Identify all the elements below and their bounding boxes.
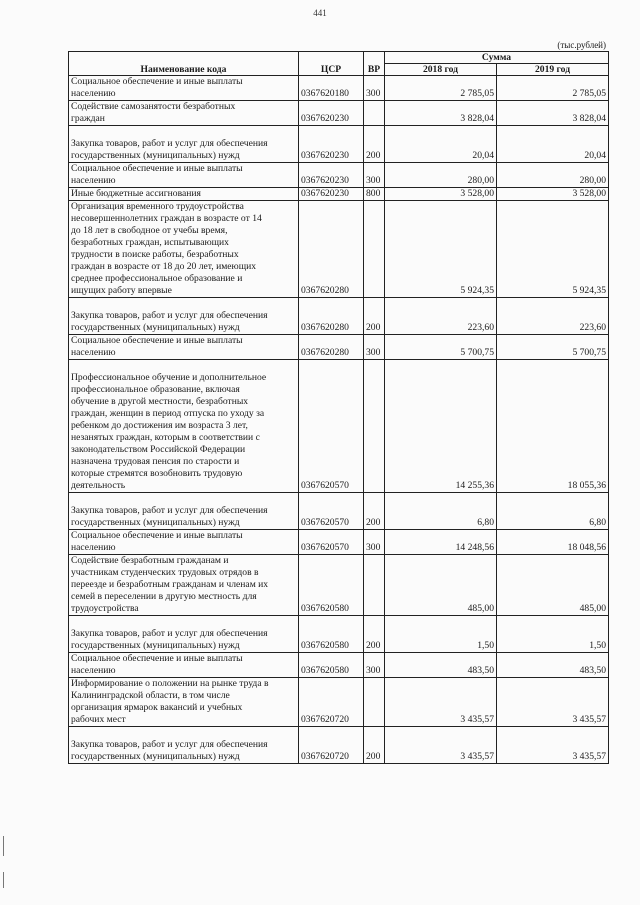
page-number: 441 bbox=[313, 8, 327, 18]
row-code: 0367620280 bbox=[299, 201, 364, 298]
row-name-line: Содействие безработным гражданам и bbox=[71, 555, 229, 566]
table-body bbox=[69, 76, 609, 764]
row-name-line: незанятых граждан, которым в соответствии с bbox=[71, 432, 260, 443]
row-name-line: ищущих работу впервые bbox=[71, 285, 172, 296]
row-sum-2019: 1,50 bbox=[497, 616, 609, 653]
row-name-line: Социальное обеспечение и иные выплаты bbox=[71, 653, 243, 664]
row-name-line bbox=[71, 360, 296, 372]
row-name-line: трудности в поиске работы, безработных bbox=[71, 249, 239, 260]
row-sum-2019: 18 048,56 bbox=[497, 530, 609, 555]
row-name-line: трудоустройства bbox=[71, 603, 139, 614]
row-vr bbox=[364, 555, 385, 616]
row-name bbox=[69, 653, 299, 678]
header-vr: ВР bbox=[364, 52, 385, 76]
row-code: 0367620570 bbox=[299, 493, 364, 530]
table-row bbox=[69, 201, 609, 298]
row-name bbox=[69, 678, 299, 727]
row-sum-2018: 5 700,75 bbox=[385, 335, 497, 360]
row-code: 0367620580 bbox=[299, 616, 364, 653]
row-vr bbox=[364, 678, 385, 727]
row-code: 0367620230 bbox=[299, 163, 364, 188]
row-vr: 200 bbox=[364, 126, 385, 163]
row-name-line: государственных (муниципальных) нужд bbox=[71, 751, 240, 762]
row-name-line: назначена трудовая пенсия по старости и bbox=[71, 456, 240, 467]
row-sum-2019: 20,04 bbox=[497, 126, 609, 163]
row-name-line bbox=[71, 126, 296, 138]
table-row bbox=[69, 101, 609, 126]
row-sum-2018: 3 435,57 bbox=[385, 727, 497, 764]
row-sum-2019: 2 785,05 bbox=[497, 76, 609, 101]
row-name-line: ребенком до достижения им возраста 3 лет, bbox=[71, 420, 248, 431]
row-name-line: безработных граждан, испытывающих bbox=[71, 237, 229, 248]
row-sum-2018: 485,00 bbox=[385, 555, 497, 616]
row-name-line: Закупка товаров, работ и услуг для обеспечения bbox=[71, 138, 268, 149]
row-code: 0367620580 bbox=[299, 653, 364, 678]
row-name bbox=[69, 727, 299, 764]
row-sum-2019: 3 528,00 bbox=[497, 188, 609, 201]
row-name-line bbox=[71, 493, 296, 505]
table-row bbox=[69, 298, 609, 335]
row-vr bbox=[364, 201, 385, 298]
row-name-line: обучение в другой местности, безработных bbox=[71, 396, 249, 407]
row-name-line: Социальное обеспечение и иные выплаты bbox=[71, 163, 243, 174]
margin-mark bbox=[3, 836, 4, 856]
row-code: 0367620580 bbox=[299, 555, 364, 616]
row-sum-2018: 483,50 bbox=[385, 653, 497, 678]
budget-table bbox=[68, 51, 609, 764]
table-row bbox=[69, 555, 609, 616]
header-name: Наименование кода bbox=[69, 52, 299, 76]
row-code: 0367620230 bbox=[299, 101, 364, 126]
row-vr: 200 bbox=[364, 727, 385, 764]
table-row bbox=[69, 360, 609, 493]
row-sum-2019: 485,00 bbox=[497, 555, 609, 616]
row-sum-2019: 3 828,04 bbox=[497, 101, 609, 126]
row-sum-2018: 5 924,35 bbox=[385, 201, 497, 298]
row-sum-2018: 3 828,04 bbox=[385, 101, 497, 126]
row-name-line: организация ярмарок вакансий и учебных bbox=[71, 702, 243, 713]
margin-mark bbox=[3, 872, 4, 888]
row-name-line bbox=[71, 727, 296, 739]
row-name-line: Калининградской области, в том числе bbox=[71, 690, 230, 701]
header-sum: Сумма bbox=[385, 52, 609, 64]
row-sum-2019: 6,80 bbox=[497, 493, 609, 530]
row-sum-2019: 3 435,57 bbox=[497, 678, 609, 727]
row-code: 0367620280 bbox=[299, 298, 364, 335]
header-year-2018: 2018 год bbox=[385, 64, 497, 76]
row-name-line: среднее профессиональное образование и bbox=[71, 273, 243, 284]
row-name bbox=[69, 555, 299, 616]
table-row bbox=[69, 335, 609, 360]
row-sum-2018: 20,04 bbox=[385, 126, 497, 163]
row-sum-2018: 3 435,57 bbox=[385, 678, 497, 727]
row-name-line: участникам студенческих трудовых отрядов в bbox=[71, 567, 259, 578]
row-name-line: населению bbox=[71, 347, 116, 358]
row-name-line: населению bbox=[71, 175, 116, 186]
row-code: 0367620720 bbox=[299, 678, 364, 727]
row-sum-2019: 223,60 bbox=[497, 298, 609, 335]
row-name-line: законодательством Российской Федерации bbox=[71, 444, 246, 455]
row-name-line: населению bbox=[71, 665, 116, 676]
row-vr: 200 bbox=[364, 493, 385, 530]
row-sum-2019: 18 055,36 bbox=[497, 360, 609, 493]
row-name-line: граждан bbox=[71, 113, 105, 124]
row-name-line: населению bbox=[71, 88, 116, 99]
row-name-line: Социальное обеспечение и иные выплаты bbox=[71, 335, 243, 346]
row-sum-2018: 14 248,56 bbox=[385, 530, 497, 555]
table-row bbox=[69, 727, 609, 764]
row-sum-2018: 223,60 bbox=[385, 298, 497, 335]
row-vr: 300 bbox=[364, 163, 385, 188]
row-code: 0367620230 bbox=[299, 126, 364, 163]
row-name-line: Организация временного трудоустройства bbox=[71, 201, 244, 212]
row-sum-2018: 280,00 bbox=[385, 163, 497, 188]
row-name-line: государственных (муниципальных) нужд bbox=[71, 322, 240, 333]
table-row bbox=[69, 678, 609, 727]
row-name-line: несовершеннолетних граждан в возрасте от 14 bbox=[71, 213, 262, 224]
row-name-line: Профессиональное обучение и дополнительное bbox=[71, 372, 267, 383]
row-name-line: переезде и безработным гражданам и членам их bbox=[71, 579, 269, 590]
table-row bbox=[69, 188, 609, 201]
header-year-2019: 2019 год bbox=[497, 64, 609, 76]
row-vr: 200 bbox=[364, 616, 385, 653]
row-name-line: граждан, женщин в период отпуска по уходу за bbox=[71, 408, 265, 419]
row-code: 0367620180 bbox=[299, 76, 364, 101]
row-name bbox=[69, 126, 299, 163]
row-vr bbox=[364, 101, 385, 126]
header-code: ЦСР bbox=[299, 52, 364, 76]
row-vr: 300 bbox=[364, 653, 385, 678]
row-sum-2018: 6,80 bbox=[385, 493, 497, 530]
row-vr: 800 bbox=[364, 188, 385, 201]
row-name bbox=[69, 163, 299, 188]
row-name-line: Социальное обеспечение и иные выплаты bbox=[71, 76, 243, 87]
row-vr: 200 bbox=[364, 298, 385, 335]
row-sum-2019: 5 924,35 bbox=[497, 201, 609, 298]
table-header bbox=[69, 52, 609, 76]
units-label: (тыс.рублей) bbox=[557, 40, 606, 50]
row-name-line: Содействие самозанятости безработных bbox=[71, 101, 236, 112]
row-sum-2019: 483,50 bbox=[497, 653, 609, 678]
row-name bbox=[69, 616, 299, 653]
row-sum-2018: 2 785,05 bbox=[385, 76, 497, 101]
row-code: 0367620720 bbox=[299, 727, 364, 764]
table-row bbox=[69, 653, 609, 678]
row-code: 0367620280 bbox=[299, 335, 364, 360]
row-name-line: населению bbox=[71, 542, 116, 553]
row-name-line: профессиональное образование, включая bbox=[71, 384, 240, 395]
row-name bbox=[69, 360, 299, 493]
row-name-line: Информирование о положении на рынке труда в bbox=[71, 678, 269, 689]
row-name-line: Закупка товаров, работ и услуг для обеспечения bbox=[71, 739, 268, 750]
table-row bbox=[69, 163, 609, 188]
row-name bbox=[69, 101, 299, 126]
row-name-line: государственных (муниципальных) нужд bbox=[71, 517, 240, 528]
row-code: 0367620230 bbox=[299, 188, 364, 201]
row-vr: 300 bbox=[364, 76, 385, 101]
row-name-line: Закупка товаров, работ и услуг для обеспечения bbox=[71, 505, 268, 516]
row-name bbox=[69, 493, 299, 530]
row-name-line: Закупка товаров, работ и услуг для обеспечения bbox=[71, 310, 268, 321]
table-row bbox=[69, 616, 609, 653]
row-sum-2019: 280,00 bbox=[497, 163, 609, 188]
row-sum-2018: 14 255,36 bbox=[385, 360, 497, 493]
row-name bbox=[69, 201, 299, 298]
row-name bbox=[69, 335, 299, 360]
row-name-line: до 18 лет в свободное от учебы время, bbox=[71, 225, 228, 236]
row-code: 0367620570 bbox=[299, 360, 364, 493]
row-vr: 300 bbox=[364, 530, 385, 555]
row-name-line: семей в переселении в другую местность для bbox=[71, 591, 257, 602]
row-vr: 300 bbox=[364, 335, 385, 360]
row-name-line: Социальное обеспечение и иные выплаты bbox=[71, 530, 243, 541]
row-name-line: рабочих мест bbox=[71, 714, 126, 725]
row-name-line: государственных (муниципальных) нужд bbox=[71, 640, 240, 651]
row-name-line bbox=[71, 616, 296, 628]
row-sum-2019: 5 700,75 bbox=[497, 335, 609, 360]
row-name-line: государственных (муниципальных) нужд bbox=[71, 150, 240, 161]
row-name-line: деятельность bbox=[71, 480, 126, 491]
row-name-line: граждан в возрасте от 18 до 20 лет, имеющих bbox=[71, 261, 257, 272]
table-row bbox=[69, 493, 609, 530]
table-row bbox=[69, 530, 609, 555]
table-row bbox=[69, 76, 609, 101]
row-code: 0367620570 bbox=[299, 530, 364, 555]
row-name-line bbox=[71, 298, 296, 310]
row-name bbox=[69, 298, 299, 335]
row-name-line: Закупка товаров, работ и услуг для обеспечения bbox=[71, 628, 268, 639]
table-row bbox=[69, 126, 609, 163]
row-sum-2018: 1,50 bbox=[385, 616, 497, 653]
row-name-line: которые стремятся возобновить трудовую bbox=[71, 468, 243, 479]
row-name bbox=[69, 76, 299, 101]
row-sum-2018: 3 528,00 bbox=[385, 188, 497, 201]
row-name-line: Иные бюджетные ассигнования bbox=[71, 188, 201, 199]
row-name bbox=[69, 530, 299, 555]
row-name bbox=[69, 188, 299, 201]
row-sum-2019: 3 435,57 bbox=[497, 727, 609, 764]
row-vr bbox=[364, 360, 385, 493]
